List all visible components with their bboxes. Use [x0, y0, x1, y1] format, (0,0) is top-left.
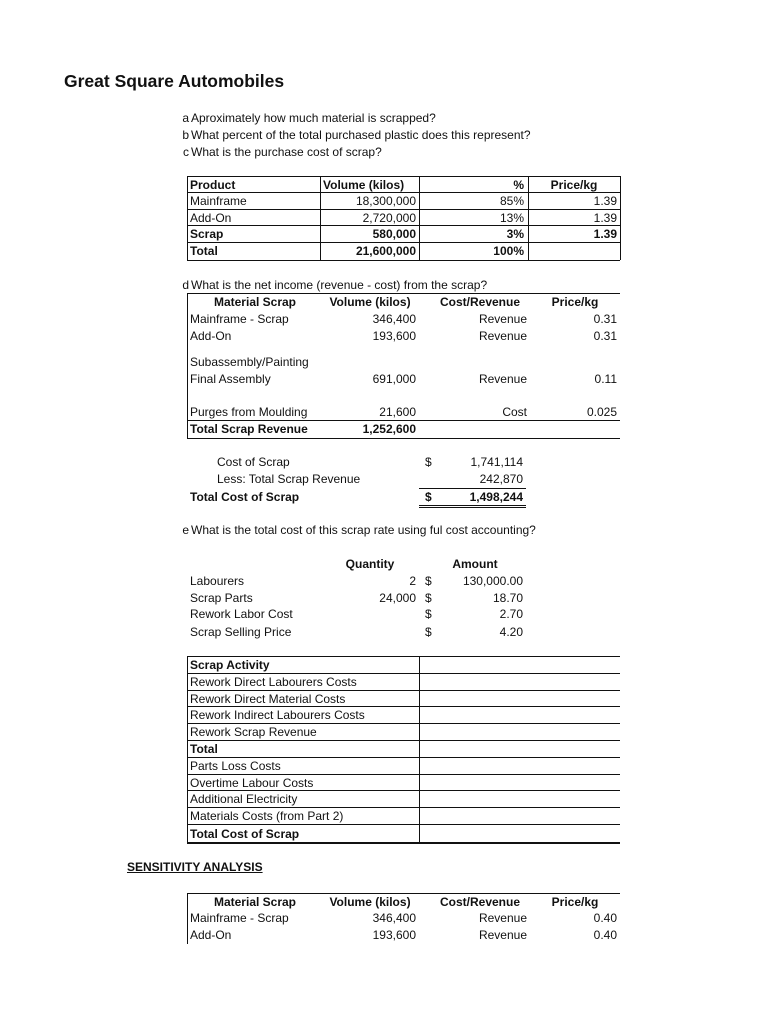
currency-symbol: $: [425, 591, 432, 605]
table-header: %: [513, 178, 524, 192]
table-cell: 0.31: [593, 329, 617, 343]
table-cell: Subassembly/Painting: [190, 355, 309, 369]
table-cell: Overtime Labour Costs: [190, 776, 314, 790]
table-header: Material Scrap: [213, 895, 297, 909]
table-cell: 85%: [499, 194, 524, 208]
less-revenue-value: 242,870: [479, 472, 523, 486]
table-cell: Mainframe - Scrap: [190, 312, 289, 326]
table-header: Price/kg: [551, 895, 599, 909]
question-text: What is the purchase cost of scrap?: [191, 145, 382, 159]
total-cost-value: 1,498,244: [469, 490, 523, 504]
table-cell: Revenue: [478, 928, 527, 942]
table-cell: 18.70: [492, 591, 523, 605]
table-header: Cost/Revenue: [439, 895, 521, 909]
table-cell: 0.025: [586, 405, 617, 419]
table-cell: 4.20: [499, 625, 523, 639]
table-cell: Scrap Parts: [190, 591, 253, 605]
table-cell: 193,600: [372, 928, 416, 942]
table-header: Material Scrap: [213, 295, 297, 309]
total-cost-label: Total Cost of Scrap: [190, 490, 300, 504]
table-cell: 21,600: [379, 405, 416, 419]
table-cell: Add-On: [190, 329, 232, 343]
less-revenue-label: Less: Total Scrap Revenue: [217, 472, 361, 486]
cost-of-scrap-label: Cost of Scrap: [217, 455, 290, 469]
question-text: What is the net income (revenue - cost) from the scrap?: [191, 278, 488, 292]
question-letter: a: [182, 111, 189, 125]
currency-symbol: $: [425, 490, 432, 504]
table-header: Quantity: [345, 557, 395, 571]
table-cell: Revenue: [478, 312, 527, 326]
currency-symbol: $: [425, 625, 432, 639]
currency-symbol: $: [425, 455, 432, 469]
table-cell: 1.39: [593, 194, 617, 208]
table-cell: 0.40: [593, 911, 617, 925]
table-cell: 3%: [506, 227, 524, 241]
table-cell: 346,400: [372, 312, 416, 326]
table-cell: 0.40: [593, 928, 617, 942]
table-header: Product: [190, 178, 236, 192]
table-cell: 691,000: [372, 372, 416, 386]
table-header: Volume (kilos): [329, 295, 411, 309]
table-cell: 0.11: [594, 372, 617, 386]
table-cell: 2: [409, 574, 416, 588]
question-text: Aproximately how much material is scrapped?: [191, 111, 436, 125]
table-cell: Final Assembly: [190, 372, 271, 386]
table-cell: Total: [190, 244, 218, 258]
table-cell: Rework Scrap Revenue: [190, 725, 317, 739]
table-cell: Mainframe: [190, 194, 247, 208]
cost-of-scrap-value: 1,741,114: [470, 455, 523, 469]
table-header: Amount: [452, 557, 498, 571]
table-cell: Additional Electricity: [190, 792, 298, 806]
table-cell: Mainframe - Scrap: [190, 911, 289, 925]
table-cell: 18,300,000: [355, 194, 416, 208]
question-letter: d: [182, 278, 189, 292]
table-cell: 580,000: [372, 227, 416, 241]
table-cell: 1.39: [593, 227, 617, 241]
table-cell: 24,000: [379, 591, 416, 605]
table-header: Price/kg: [551, 295, 599, 309]
currency-symbol: $: [425, 607, 432, 621]
table-cell: Total Cost of Scrap: [190, 827, 300, 841]
table-cell: Materials Costs (from Part 2): [190, 809, 344, 823]
table-cell: Rework Indirect Labourers Costs: [190, 708, 365, 722]
question-text: What percent of the total purchased plastic does this represent?: [191, 128, 531, 142]
table-cell: 13%: [499, 211, 524, 225]
table-cell: Revenue: [478, 372, 527, 386]
table-cell: Revenue: [478, 911, 527, 925]
table-header: Price/kg: [550, 178, 598, 192]
table-cell: Cost: [502, 405, 527, 419]
table-header: Volume (kilos): [323, 178, 405, 192]
table-header: Volume (kilos): [329, 895, 411, 909]
currency-symbol: $: [425, 574, 432, 588]
table-cell: Total Scrap Revenue: [190, 422, 308, 436]
question-letter: c: [183, 145, 189, 159]
table-cell: Scrap Selling Price: [190, 625, 292, 639]
table-cell: Rework Labor Cost: [190, 607, 293, 621]
table-cell: 346,400: [372, 911, 416, 925]
question-letter: e: [182, 523, 189, 537]
table-cell: Parts Loss Costs: [190, 759, 281, 773]
table-cell: 100%: [493, 244, 524, 258]
table-cell: Labourers: [190, 574, 245, 588]
table-cell: Add-On: [190, 928, 232, 942]
table-cell: Scrap Activity: [190, 658, 270, 672]
table-cell: 1,252,600: [362, 422, 416, 436]
table-cell: Add-On: [190, 211, 232, 225]
table-cell: 21,600,000: [355, 244, 416, 258]
table-cell: Purges from Moulding: [190, 405, 308, 419]
table-cell: 2.70: [499, 607, 523, 621]
table-cell: Scrap: [190, 227, 224, 241]
table-cell: 2,720,000: [362, 211, 416, 225]
question-letter: b: [182, 128, 189, 142]
table-cell: 1.39: [593, 211, 617, 225]
question-text: What is the total cost of this scrap rate using ful cost accounting?: [191, 523, 536, 537]
table-cell: Rework Direct Labourers Costs: [190, 675, 357, 689]
table-cell: Rework Direct Material Costs: [190, 692, 346, 706]
table-cell: Revenue: [478, 329, 527, 343]
sensitivity-heading: SENSITIVITY ANALYSIS: [127, 860, 263, 874]
table-cell: 193,600: [372, 329, 416, 343]
table-cell: Total: [190, 742, 218, 756]
table-cell: 130,000.00: [462, 574, 523, 588]
document-title: Great Square Automobiles: [64, 71, 285, 91]
table-cell: 0.31: [593, 312, 617, 326]
table-header: Cost/Revenue: [439, 295, 521, 309]
